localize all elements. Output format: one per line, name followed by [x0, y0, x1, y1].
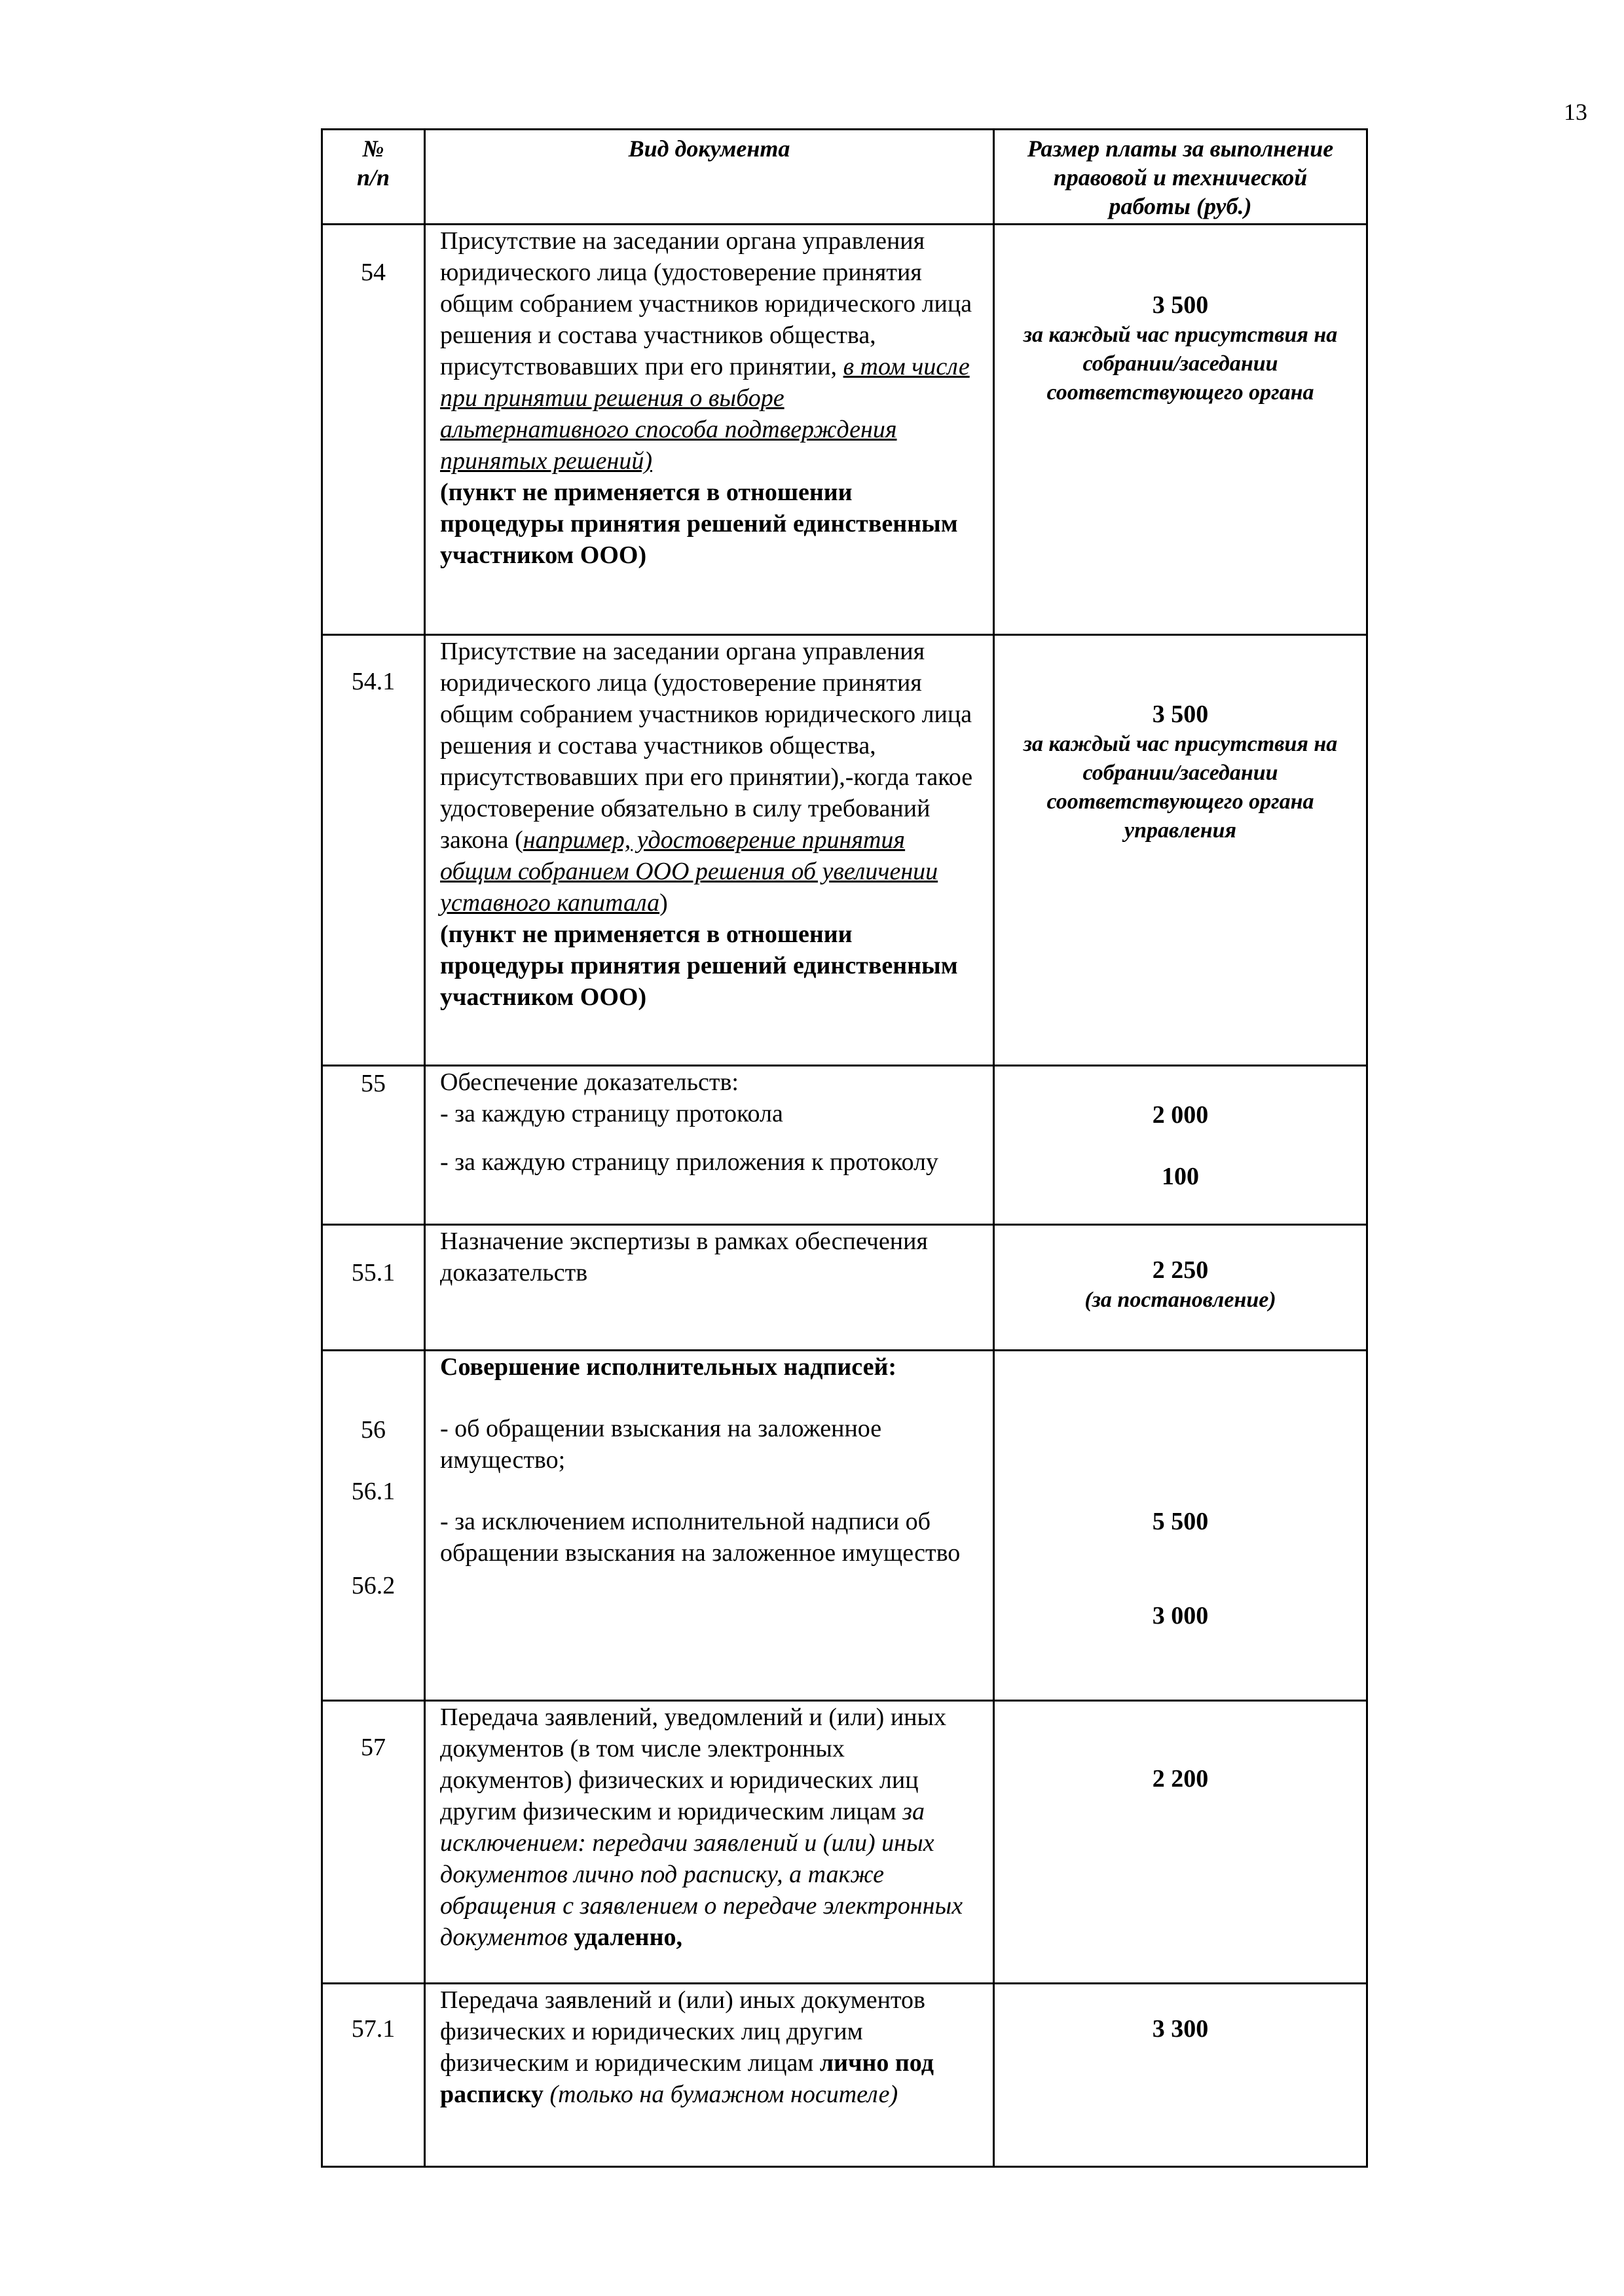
table-row: [322, 1701, 1367, 1984]
fee-table: [321, 128, 1368, 2168]
row-document: Передача заявлений, уведомлений и (или) иных документов (в том числе электронных документов) физических и юридических лиц другим физическим и юридическим лицам за исключением: передачи заявлений и (или) иных документов лично под расписку, а также обращения с заявлением о передаче электронных документов удаленно,: [425, 1701, 994, 1984]
row-fee: 5 500 3 000: [994, 1351, 1367, 1701]
row-document: Присутствие на заседании органа управления юридического лица (удостоверение принятия общим собранием участников юридического лица решения и состава участников общества, присутствовавших при его принятии, в том числе при принятии решения о выборе альтернативного способа подтверждения принятых решений) (пункт не применяется в отношении процедуры принятия решений единственным участником ООО): [425, 225, 994, 635]
table-row: [322, 1351, 1367, 1701]
row-fee: 3 500 за каждый час присутствия на собрании/заседании соответствующего органа: [994, 225, 1367, 635]
row-document: Назначение экспертизы в рамках обеспечения доказательств: [425, 1225, 994, 1351]
row-fee: 3 300: [994, 1984, 1367, 2167]
header-document-type: Вид документа: [425, 130, 994, 225]
row-document: Совершение исполнительных надписей: - об обращении взыскания на заложенное имущество; - за исключением исполнительной надписи об обращении взыскания на заложенное имущество: [425, 1351, 994, 1701]
row-number: 55: [322, 1066, 425, 1225]
header-fee: Размер платы за выполнение правовой и технической работы (руб.): [994, 130, 1367, 225]
row-document: Обеспечение доказательств: - за каждую страницу протокола - за каждую страницу приложения к протоколу: [425, 1066, 994, 1225]
row-fee: 2 000 100: [994, 1066, 1367, 1225]
row-number: 57: [322, 1701, 425, 1984]
row-document: Передача заявлений и (или) иных документов физических и юридических лиц другим физическим и юридическим лицам лично под расписку (только на бумажном носителе): [425, 1984, 994, 2167]
row-fee: 2 250 (за постановление): [994, 1225, 1367, 1351]
row-number: 55.1: [322, 1225, 425, 1351]
page-number: 13: [1564, 99, 1587, 125]
row-number: 56 56.1 56.2: [322, 1351, 425, 1701]
table-header-row: [322, 130, 1367, 225]
table-row: [322, 225, 1367, 635]
row-number: 57.1: [322, 1984, 425, 2167]
row-document: Присутствие на заседании органа управления юридического лица (удостоверение принятия общим собранием участников юридического лица решения и состава участников общества, присутствовавших при его принятии),-когда такое удостоверение обязательно в силу требований закона (например, удостоверение принятия общим собранием ООО решения об увеличении уставного капитала) (пункт не применяется в отношении процедуры принятия решений единственным участником ООО): [425, 635, 994, 1066]
table-row: [322, 1225, 1367, 1351]
row-fee: 3 500 за каждый час присутствия на собрании/заседании соответствующего органа управления: [994, 635, 1367, 1066]
table-row: [322, 1984, 1367, 2167]
table-row: [322, 635, 1367, 1066]
table-row: [322, 1066, 1367, 1225]
row-number: 54.1: [322, 635, 425, 1066]
row-fee: 2 200: [994, 1701, 1367, 1984]
row-number: 54: [322, 225, 425, 635]
header-number: № п/п: [322, 130, 425, 225]
